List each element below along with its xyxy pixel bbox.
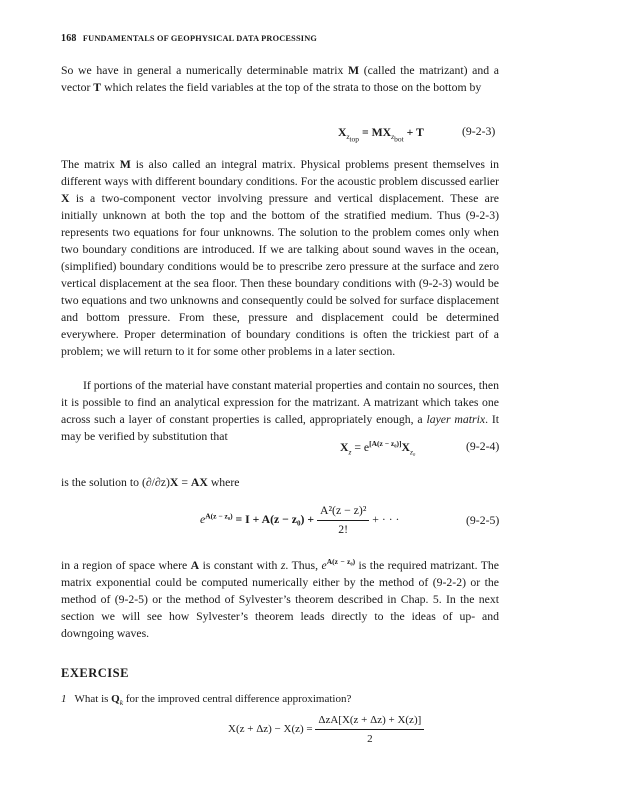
equation-9-2-3: $X_{z_{top}} = MX_{z_{bot}} + T$ (338, 126, 424, 144)
fraction: $\frac{\text{ΔzA[X(z + Δz) + X(z)]}}{2}$ (315, 712, 424, 747)
paragraph-intro: So we have in general a numerically determinable matrix M (called the matrizant) and a vector T which relates the field variables at the top of the strata to those on the bottom by (61, 64, 499, 94)
running-header (61, 33, 317, 44)
equation-number-9-2-3: (9-2-3) (462, 125, 496, 138)
exercise-equation: X(z + Δz) − X(z) = $\frac{\text{ΔzA[X(z + Δz) + X(z)]}}{2}$ (228, 712, 424, 747)
paragraph-layer-matrix: If portions of the material have constant material properties and contain no sources, then it is possible to find an analytical expression for the matrizant. A matrizant which takes one across such a layer of constant properties is called, appropriately enough, a layer matrix. It may be verified by substitution that (61, 379, 500, 443)
exercise-heading: EXERCISE (61, 666, 129, 680)
equation-number-9-2-4: (9-2-4) (466, 440, 500, 453)
paragraph-boundary-conditions: The matrix M is also called an integral matrix. Physical problems present themselves in different ways with different boundary conditions. For the acoustic problem discussed earlier X is a two-component vector involving pressure and vertical displacement. These are initially unknown at both the top and the bottom of the stratified medium. Thus (9-2-3) represents two equations for four unknowns. The solution to the problem comes only when two boundary conditions are introduced. If we are talking about sound waves in the ocean, (simplified) boundary conditions would be to prescribe zero pressure at the surface and zero vertical displacement at the sea floor. Then these boundary conditions with (9-2-3) would be two equations and two unknowns and consequently could be solved for surface displacement and bottom pressure. From these, pressure and displacement could be determined everywhere. Proper determination of boundary conditions is often the trickiest part of a problem; we will return to it for some other problems in a later section. (61, 158, 499, 358)
equation-9-2-5: $e^{A(z - z_0)} = I + A(z - z_0)$ + $\frac{\text{A²(z − z)²}}{2!}$ + · · · (200, 504, 400, 536)
paragraph-solution: is the solution to (∂/∂z)X = AX where (61, 476, 240, 489)
running-title: FUNDAMENTALS OF GEOPHYSICAL DATA PROCESSING (82, 34, 318, 43)
fraction: $\frac{\text{A²(z − z)²}}{2!}$ (317, 503, 369, 538)
equation-9-2-4: $X_z = e[A(z - z_0)]X_{z_0}$ (340, 439, 416, 457)
paragraph-matrizant-computation: in a region of space where A is constant with z. Thus, $e^{A(z - z_0)}$ is the required matrizant. The matrix exponential could be computed numerically either by the method of (9-2-2) or the method of (9-2-5) or the method of Sylvester’s theorem described in Chap. 5. In the next section we will see how Sylvester’s theorem leads directly to the ideas of up- and downgoing waves. (61, 557, 500, 640)
page-number: 168 (61, 33, 77, 44)
equation-number-9-2-5: (9-2-5) (466, 514, 500, 527)
exercise-question: 1 What is $Q_k$ for the improved central difference approximation? (61, 693, 352, 708)
